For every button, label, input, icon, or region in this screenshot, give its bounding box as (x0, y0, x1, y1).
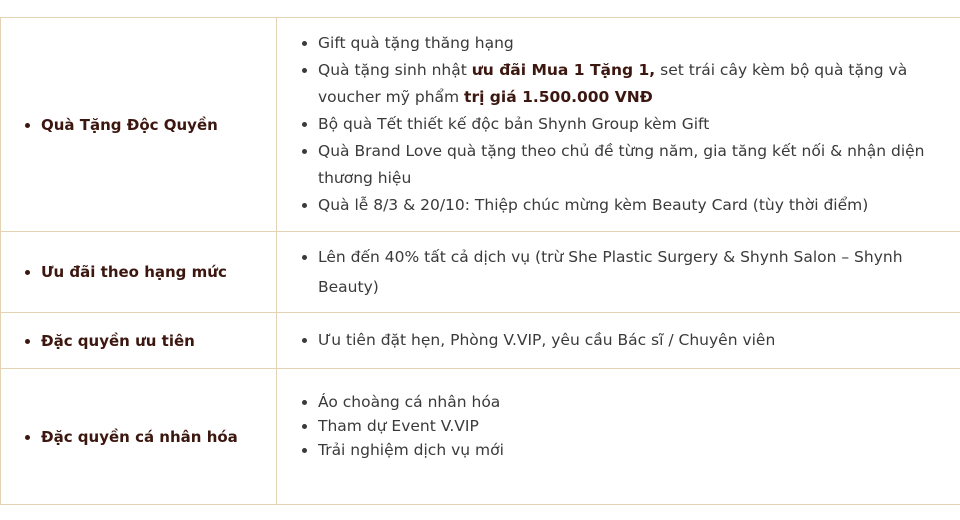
list-item: • Quà tặng sinh nhật ưu đãi Mua 1 Tặng 1, set trái cây kèm bộ quà tặng và voucher mỹ phẩm trị giá 1.500.000 VNĐ (318, 57, 949, 111)
benefit-list (277, 327, 960, 354)
list-item: • Quà Brand Love quà tặng theo chủ đề từng năm, gia tăng kết nối & nhận diện thương hiệu (318, 138, 949, 192)
row-content-cell (277, 232, 960, 313)
row-label-cell (1, 232, 277, 313)
list-item: • Áo choàng cá nhân hóa (318, 390, 949, 414)
benefit-list (277, 390, 960, 484)
highlight-text: ưu đãi Mua 1 Tặng 1, (471, 61, 656, 79)
benefit-list (277, 30, 960, 219)
list-item: • Gift quà tặng thăng hạng (318, 30, 949, 57)
row-content-cell (277, 18, 960, 232)
benefits-table (0, 17, 960, 505)
list-item: • Lên đến 40% tất cả dịch vụ (trừ She Plastic Surgery & Shynh Salon – Shynh Beauty) (318, 242, 949, 302)
row-label: • Đặc quyền ưu tiên (41, 332, 276, 350)
row-label: • Đặc quyền cá nhân hóa (41, 428, 276, 446)
table-row (1, 313, 960, 369)
list-item: • Trải nghiệm dịch vụ mới (318, 438, 949, 462)
highlight-text: trị giá 1.500.000 VNĐ (464, 88, 653, 106)
list-item: • Bộ quà Tết thiết kế độc bản Shynh Group kèm Gift (318, 111, 949, 138)
table-row (1, 369, 960, 505)
row-content-cell (277, 313, 960, 369)
row-content-cell (277, 369, 960, 505)
list-item: • Quà lễ 8/3 & 20/10: Thiệp chúc mừng kèm Beauty Card (tùy thời điểm) (318, 192, 949, 219)
list-item: • Ưu tiên đặt hẹn, Phòng V.VIP, yêu cầu Bác sĩ / Chuyên viên (318, 327, 949, 354)
row-label-cell (1, 18, 277, 232)
row-label-cell (1, 369, 277, 505)
row-label-cell (1, 313, 277, 369)
row-label: • Quà Tặng Độc Quyền (41, 116, 276, 134)
row-label: • Ưu đãi theo hạng mức (41, 263, 276, 281)
benefit-list (277, 242, 960, 302)
table-row (1, 232, 960, 313)
table-row (1, 18, 960, 232)
list-item: • Tham dự Event V.VIP (318, 414, 949, 438)
